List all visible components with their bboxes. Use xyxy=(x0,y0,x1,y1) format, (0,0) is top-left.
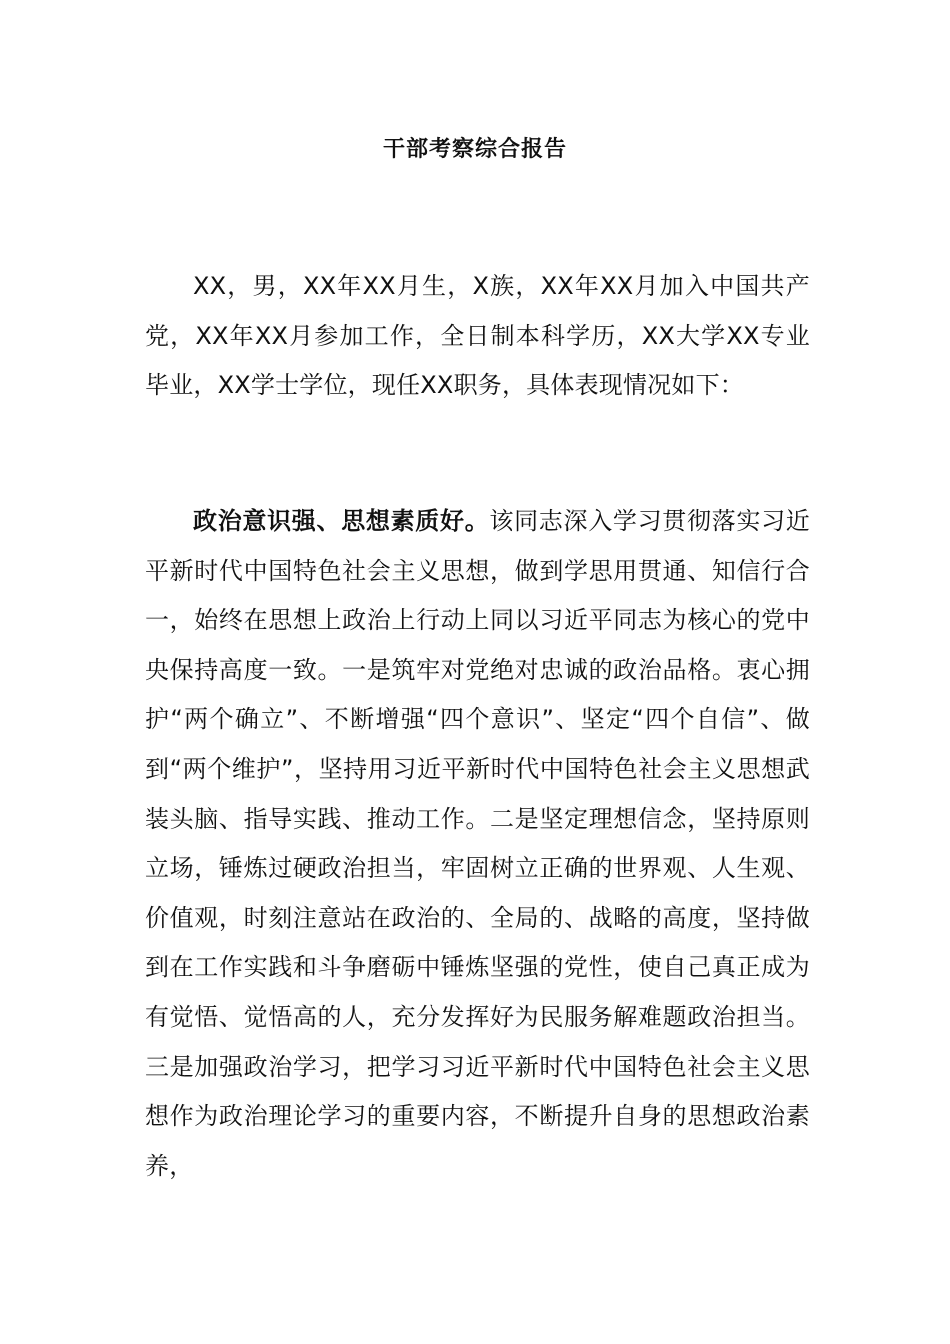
document-title: 干部考察综合报告 xyxy=(382,137,567,162)
section-heading: 政治意识强、思想素质好。 xyxy=(193,507,490,535)
intro-paragraph: XX，男，XX年XX月生，X族，XX年XX月加入中国共产党，XX年XX月参加工作，全日制本科学历，XX大学XX专业毕业，XX学士学位，现任XX职务，具体表现情况如下： xyxy=(145,272,810,400)
section-body: 该同志深入学习贯彻落实习近平新时代中国特色社会主义思想，做到学思用贯通、知信行合一，始终在思想上政治上行动上同以习近平同志为核心的党中央保持高度一致。一是筑牢对党绝对忠诚的政治品格。衷心拥护“两个确立”、不断增强“四个意识”、坚定“四个自信”、做到“两个维护”，坚持用习近平新时代中国特色社会主义思想武装头脑、指导实践、推动工作。二是坚定理想信念，坚持原则立场，锤炼过硬政治担当，牢固树立正确的世界观、人生观、价值观，时刻注意站在政治的、全局的、战略的高度，坚持做到在工作实践和斗争磨砺中锤炼坚强的党性，使自己真正成为有觉悟、觉悟高的人，充分发挥好为民服务解难题政治担当。三是加强政治学习，把学习习近平新时代中国特色社会主义思想作为政治理论学习的重要内容，不断提升自身的思想政治素养， xyxy=(145,507,810,1180)
section-paragraph-political xyxy=(145,497,810,1191)
